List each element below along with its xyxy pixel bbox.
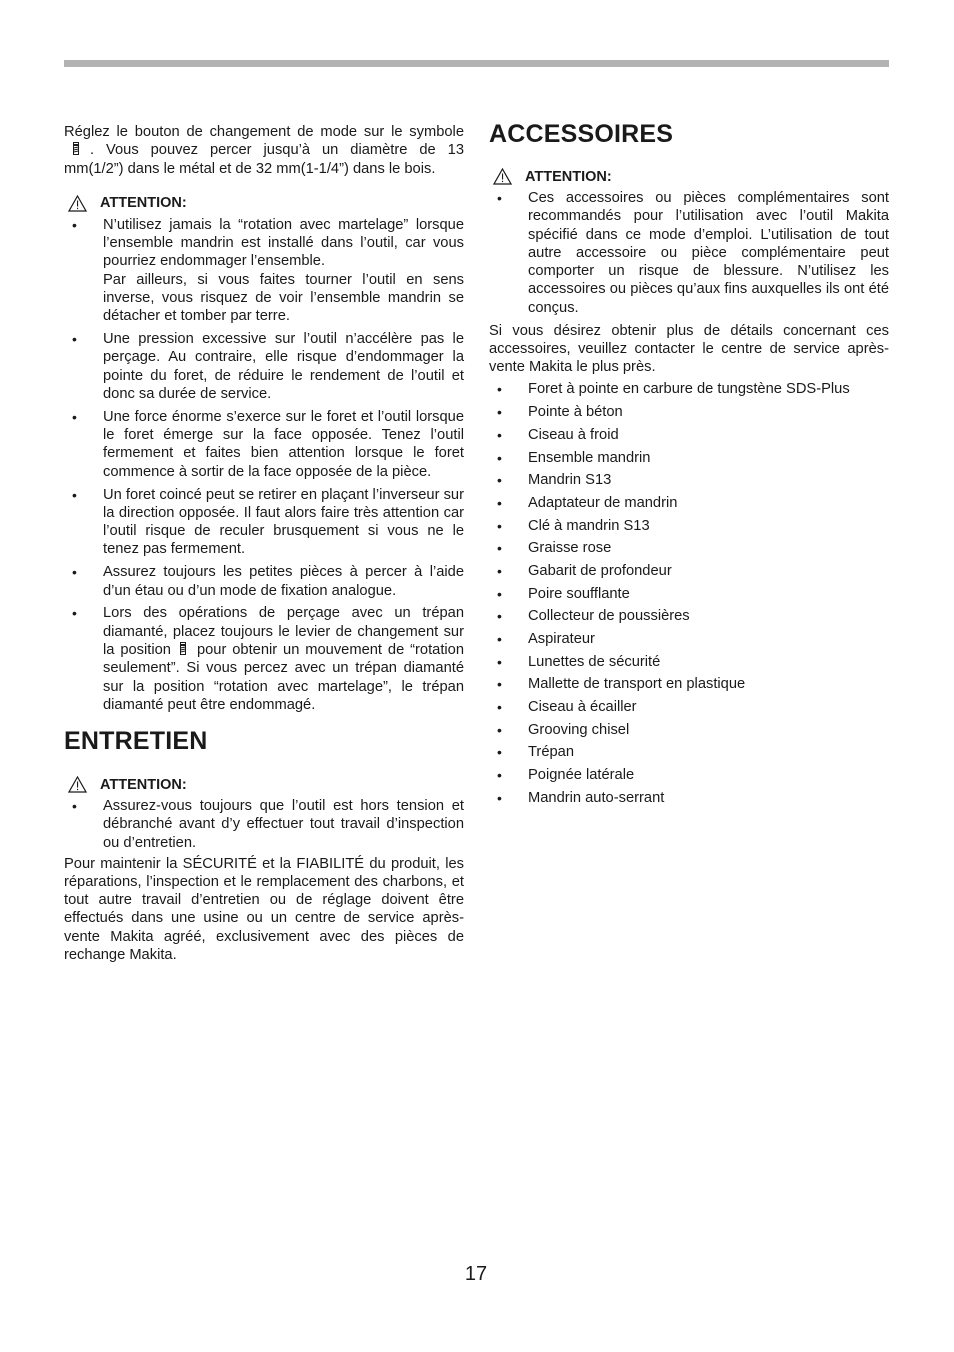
- accessory-item: • Ciseau à froid: [489, 426, 889, 444]
- accessory-item: • Ciseau à écailler: [489, 698, 889, 716]
- accessory-item: • Collecteur de poussières: [489, 607, 889, 625]
- list-item: • Assurez toujours les petites pièces à percer à l’aide d’un étau ou d’un mode de fixation analogue.: [64, 563, 464, 600]
- list-item: • Une force énorme s’exerce sur le foret et l’outil lorsque le foret émerge sur la face opposée. Tenez l’outil fermement et faites bien attention lorsque le foret commence à sortir de la face opposée de la pièce.: [64, 408, 464, 481]
- section-title-entretien: ENTRETIEN: [64, 727, 208, 756]
- accessory-item: • Clé à mandrin S13: [489, 517, 889, 535]
- accessory-item: • Mandrin S13: [489, 471, 889, 489]
- list-item: • Assurez-vous toujours que l’outil est hors tension et débranché avant d’y effectuer tout travail d’inspection ou d’entretien.: [64, 797, 464, 852]
- section-title-accessoires: ACCESSOIRES: [489, 120, 674, 148]
- list-item: • Un foret coincé peut se retirer en plaçant l’inverseur sur la direction opposée. Il faut alors faire très attention car l’outil risque de reculer brusquement si vous ne le tenez pas fermement.: [64, 486, 464, 559]
- accessory-item: • Adaptateur de mandrin: [489, 494, 889, 512]
- page-number: 17: [464, 1263, 488, 1285]
- entretien-attention-list: [64, 797, 464, 852]
- accessory-item: • Mandrin auto-serrant: [489, 789, 889, 807]
- list-item-continuation: Par ailleurs, si vous faites tourner l’outil en sens inverse, vous risquez de voir l’ensemble mandrin se détacher et tomber par terre.: [103, 271, 464, 325]
- attention-heading: ATTENTION:: [64, 195, 464, 212]
- left-column: [64, 120, 464, 964]
- accessory-item: • Poignée latérale: [489, 766, 889, 784]
- attention-heading: ATTENTION:: [64, 776, 464, 793]
- list-item: • N’utilisez jamais la “rotation avec martelage” lorsque l’ensemble mandrin est installé dans l’outil, car vous pourriez endommager l’ensemble. Par ailleurs, si vous faites tourner l’outil en sens inverse, vous risquez de voir l’ensemble mandrin se détacher et tomber par terre.: [64, 216, 464, 326]
- attention-heading: ATTENTION:: [489, 168, 889, 185]
- list-item: • Une pression excessive sur l’outil n’accélère pas le perçage. Au contraire, elle risque d’endommager la pointe du foret, de réduire le rendement de l’outil et donc sa durée de service.: [64, 330, 464, 403]
- right-column: [489, 120, 889, 812]
- accessory-item: • Gabarit de profondeur: [489, 562, 889, 580]
- accessory-item: • Poire soufflante: [489, 585, 889, 603]
- accessory-item: • Lunettes de sécurité: [489, 653, 889, 671]
- accessory-item: • Grooving chisel: [489, 721, 889, 739]
- drill-mode-icon: [72, 142, 80, 155]
- attention-list: [64, 216, 464, 714]
- warning-triangle-icon: [68, 776, 87, 793]
- header-rule: [64, 60, 889, 67]
- accessoires-paragraph: Si vous désirez obtenir plus de détails concernant ces accessoires, veuillez contacter le centre de service après-vente Makita le plus près.: [489, 322, 889, 376]
- accessory-item: • Pointe à béton: [489, 403, 889, 421]
- accessory-item: • Aspirateur: [489, 630, 889, 648]
- list-item: • Ces accessoires ou pièces complémentaires sont recommandés pour l’utilisation avec l’outil Makita spécifié dans ce mode d’emploi. L’utilisation de tout autre accessoire ou pièce complémentaire peut comporter un risque de blessure. N’utilisez les accessoires ou pièces qu’aux fins auxquelles ils ont été conçus.: [489, 189, 889, 317]
- accessoires-attention-list: [489, 189, 889, 317]
- accessory-item: • Graisse rose: [489, 539, 889, 557]
- warning-triangle-icon: [68, 195, 87, 212]
- accessory-item: • Trépan: [489, 743, 889, 761]
- intro-paragraph: Réglez le bouton de changement de mode sur le symbole. Vous pouvez percer jusqu’à un diamètre de 13 mm(1/2”) dans le métal et de 32 mm(1-1/4”) dans le bois.: [64, 124, 464, 177]
- accessory-item: • Ensemble mandrin: [489, 449, 889, 467]
- list-item: • Lors des opérations de perçage avec un trépan diamanté, placez toujours le levier de changement sur la position pour obtenir un mouvement de “rotation seulement”. Si vous percez avec un trépan diamanté sur la position “rotation avec martelage”, le trépan diamanté peut être endommagé.: [64, 604, 464, 714]
- warning-triangle-icon: [493, 168, 512, 185]
- drill-mode-icon: [179, 642, 187, 655]
- entretien-paragraph: Pour maintenir la SÉCURITÉ et la FIABILITÉ du produit, les réparations, l’inspection et le remplacement des charbons, et tout autre travail d’entretien ou de réglage doivent être effectués dans une usine ou un centre de service après-vente Makita agréé, exclusivement avec des pièces de rechange Makita.: [64, 855, 464, 963]
- accessories-list: [489, 380, 889, 807]
- accessory-item: • Mallette de transport en plastique: [489, 675, 889, 693]
- accessory-item: • Foret à pointe en carbure de tungstène SDS-Plus: [489, 380, 889, 398]
